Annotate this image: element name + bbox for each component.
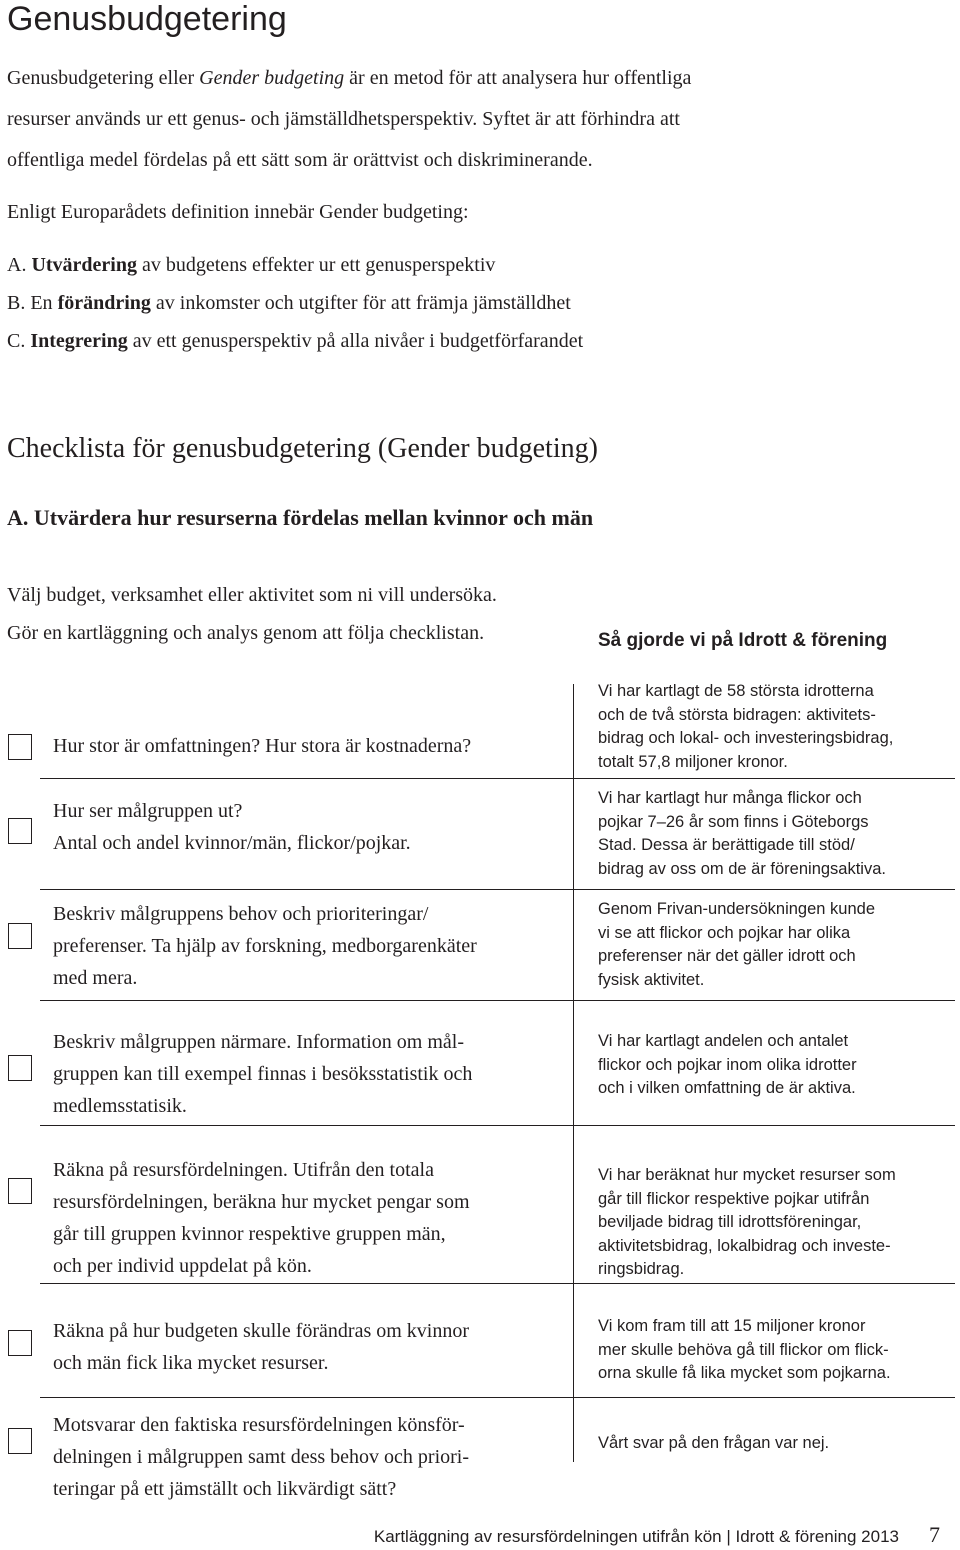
question-line: Motsvarar den faktiska resursfördelningen könsför-	[53, 1414, 465, 1436]
answer-line: beviljade bidrag till idrottsföreningar,	[598, 1213, 862, 1231]
answer-line: totalt 57,8 miljoner kronor.	[598, 752, 788, 771]
checkbox[interactable]	[8, 1055, 32, 1081]
answer-line: aktivitetsbidrag, lokalbidrag och investe-	[598, 1236, 891, 1255]
answer-line: Vi har beräknat hur mycket resurser som	[598, 1166, 896, 1184]
answer-line: Stad. Dessa är berättigade till stöd/	[598, 836, 855, 854]
answer-line: Genom Frivan-undersökningen kunde	[598, 900, 875, 918]
emphasis: Gender budgeting	[199, 67, 345, 89]
question-line: medlemsstatisik.	[53, 1095, 187, 1117]
emphasis: Integrering	[30, 330, 128, 352]
intro-line: offentliga medel fördelas på ett sätt som är orättvist och diskriminerande.	[7, 149, 593, 171]
answer-line: vi se att flickor och pojkar har olika	[598, 923, 851, 942]
checkbox[interactable]	[8, 818, 32, 844]
answer-line: orna skulle få lika mycket som pojkarna.	[598, 1364, 891, 1382]
checklist-answer	[598, 1164, 896, 1282]
row-divider	[40, 1125, 955, 1126]
emphasis: Utvärdering	[31, 254, 137, 276]
question-line: och män fick lika mycket resurser.	[53, 1352, 329, 1374]
row-divider	[40, 1000, 955, 1001]
question-line: Antal och andel kvinnor/män, flickor/pojkar.	[53, 832, 411, 854]
checkbox[interactable]	[8, 923, 32, 949]
column-divider	[573, 684, 574, 1462]
answer-line: pojkar 7–26 år som finns i Göteborgs	[598, 812, 869, 831]
answer-line: Vårt svar på den frågan var nej.	[598, 1434, 830, 1452]
row-divider	[40, 778, 955, 779]
footer-text: Kartläggning av resursfördelningen utifrån kön | Idrott & förening 2013	[373, 1527, 899, 1546]
side-title: Så gjorde vi på Idrott & förening	[598, 630, 888, 651]
checkbox[interactable]	[8, 1428, 32, 1454]
row-divider	[40, 889, 955, 890]
definition-item-a: A. Utvärdering av budgetens effekter ur ett genusperspektiv	[7, 254, 496, 276]
answer-line: fysisk aktivitet.	[598, 970, 705, 989]
answer-line: Vi har kartlagt de 58 största idrotterna	[598, 682, 874, 700]
answer-line: Vi har kartlagt andelen och antalet	[598, 1032, 849, 1050]
question-line: Beskriv målgruppens behov och prioriteringar/	[53, 903, 429, 925]
answer-line: flickor och pojkar inom olika idrotter	[598, 1055, 857, 1074]
checklist-answer	[598, 1432, 829, 1456]
checklist-question	[53, 795, 411, 859]
answer-line: preferenser när det gäller idrott och	[598, 947, 856, 965]
checklist-answer	[598, 680, 893, 774]
checklist-question	[53, 1026, 472, 1122]
checklist-answer	[598, 787, 886, 881]
answer-line: går till flickor respektive pojkar utifrån	[598, 1189, 870, 1208]
checklist-answer	[598, 1315, 891, 1386]
answer-line: mer skulle behöva gå till flickor om flick-	[598, 1340, 889, 1359]
section-a-heading: A. Utvärdera hur resurserna fördelas mellan kvinnor och män	[7, 505, 594, 530]
page-number: 7	[929, 1522, 940, 1547]
checklist-answer	[598, 1030, 857, 1101]
intro-paragraph	[7, 58, 691, 181]
answer-line: Vi kom fram till att 15 miljoner kronor	[598, 1317, 866, 1335]
intro-line: Genusbudgetering eller Gender budgeting är en metod för att analysera hur offentliga	[7, 67, 692, 89]
row-divider	[40, 1283, 955, 1284]
question-line: resursfördelningen, beräkna hur mycket pengar som	[53, 1191, 470, 1213]
checklist-question	[53, 1154, 470, 1282]
definition-list	[7, 246, 583, 360]
row-divider	[40, 1397, 955, 1398]
answer-line: Vi har kartlagt hur många flickor och	[598, 789, 862, 807]
checkbox[interactable]	[8, 1178, 32, 1204]
question-line: preferenser. Ta hjälp av forskning, medborgarenkäter	[53, 935, 477, 957]
question-line: Räkna på resursfördelningen. Utifrån den totala	[53, 1159, 434, 1181]
question-line: med mera.	[53, 967, 138, 989]
answer-line: och de två största bidragen: aktivitets-	[598, 705, 876, 724]
page-title: Genusbudgetering	[7, 0, 287, 38]
question-line: Hur stor är omfattningen? Hur stora är kostnaderna?	[53, 735, 472, 757]
instruction-line: Välj budget, verksamhet eller aktivitet som ni vill undersöka.	[7, 584, 497, 606]
answer-line: bidrag av oss om de är föreningsaktiva.	[598, 859, 886, 878]
question-line: Hur ser målgruppen ut?	[53, 800, 243, 822]
definition-text: Enligt Europarådets definition innebär Gender budgeting:	[7, 201, 469, 223]
definition-item-b: B. En förändring av inkomster och utgifter för att främja jämställdhet	[7, 292, 571, 314]
question-line: delningen i målgruppen samt dess behov och priori-	[53, 1446, 470, 1468]
checklist-answer	[598, 898, 875, 992]
checklist-question	[53, 730, 471, 762]
checklist-question	[53, 898, 477, 994]
question-line: teringar på ett jämställt och likvärdigt sätt?	[53, 1478, 397, 1500]
instructions	[7, 576, 497, 652]
definition-item-c: C. Integrering av ett genusperspektiv på alla nivåer i budgetförfarandet	[7, 330, 584, 352]
question-line: gruppen kan till exempel finnas i besöksstatistik och	[53, 1063, 473, 1085]
answer-line: och i vilken omfattning de är aktiva.	[598, 1079, 856, 1097]
instruction-line: Gör en kartläggning och analys genom att följa checklistan.	[7, 622, 485, 644]
checklist-heading: Checklista för genusbudgetering (Gender budgeting)	[7, 433, 598, 464]
answer-line: ringsbidrag.	[598, 1260, 685, 1278]
footer	[374, 1522, 940, 1548]
checkbox[interactable]	[8, 1330, 32, 1356]
question-line: Beskriv målgruppen närmare. Information om mål-	[53, 1031, 464, 1053]
checklist-question	[53, 1409, 469, 1505]
question-line: Räkna på hur budgeten skulle förändras om kvinnor	[53, 1320, 470, 1342]
emphasis: förändring	[57, 292, 151, 314]
answer-line: bidrag och lokal- och investeringsbidrag,	[598, 729, 894, 747]
checkbox[interactable]	[8, 734, 32, 760]
checklist-question	[53, 1315, 469, 1379]
intro-line: resurser används ur ett genus- och jämställdhetsperspektiv. Syftet är att förhindra att	[7, 108, 680, 130]
question-line: och per individ uppdelat på kön.	[53, 1255, 312, 1277]
question-line: går till gruppen kvinnor respektive gruppen män,	[53, 1223, 446, 1245]
